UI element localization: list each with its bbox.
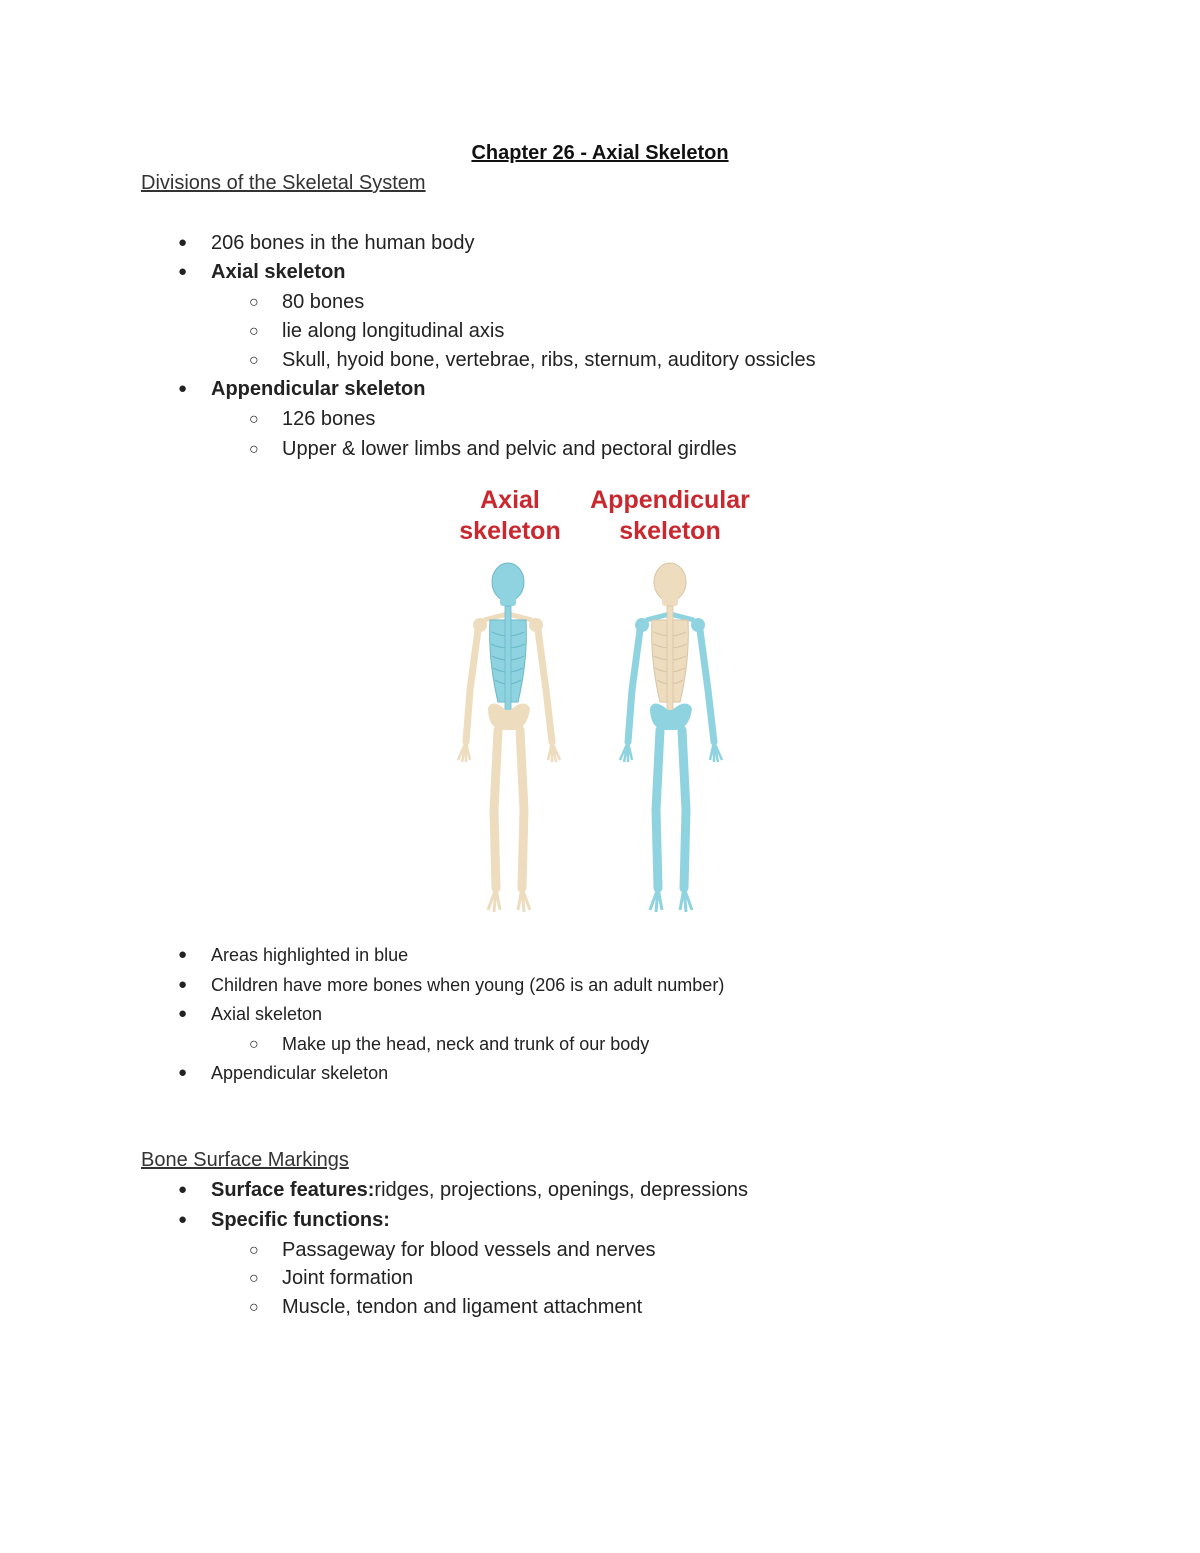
section-heading-bone-surface: Bone Surface Markings	[141, 1149, 349, 1171]
bullet-icon: ●	[178, 1064, 188, 1081]
list-item-text: Appendicular skeleton	[211, 1063, 389, 1083]
list-item	[178, 260, 346, 284]
page-title: Chapter 26 - Axial Skeleton	[471, 142, 729, 164]
list-item-text: Axial skeleton	[211, 261, 346, 283]
bullet-icon: ●	[178, 1005, 188, 1022]
list-item-text: lie along longitudinal axis	[282, 320, 505, 342]
sub-bullet-icon: ○	[249, 441, 259, 458]
axial-skeleton-drawing	[458, 563, 560, 912]
list-item	[178, 1061, 389, 1085]
bullet-icon: ●	[178, 976, 188, 993]
bullet-icon: ●	[178, 1181, 188, 1198]
sub-bullet-icon: ○	[249, 1270, 259, 1287]
sub-bullet-icon: ○	[249, 323, 259, 340]
list-item-text: Skull, hyoid bone, vertebrae, ribs, sternum, auditory ossicles	[282, 349, 816, 371]
list-item	[249, 437, 737, 461]
bullet-icon: ●	[178, 380, 188, 397]
list-item	[178, 1178, 748, 1202]
list-item-text: Areas highlighted in blue	[211, 945, 409, 965]
appendicular-skeleton-drawing	[620, 563, 722, 912]
sub-bullet-icon: ○	[249, 411, 259, 428]
list-item-text: Upper & lower limbs and pelvic and pectoral girdles	[282, 438, 737, 460]
list-item	[249, 1238, 656, 1262]
list-item	[249, 290, 365, 314]
section-heading-divisions: Divisions of the Skeletal System	[141, 172, 426, 194]
sub-bullet-icon: ○	[249, 1299, 259, 1316]
figure-label-appendicular-line2: skeleton	[619, 517, 721, 545]
bullet-icon: ●	[178, 263, 188, 280]
list-item	[178, 1208, 390, 1232]
list-item	[249, 1295, 643, 1319]
figure-label-axial-line2: skeleton	[459, 517, 561, 545]
figure-label-axial-line1: Axial	[480, 486, 540, 514]
list-item-text: Axial skeleton	[211, 1004, 323, 1024]
list-item	[178, 1002, 323, 1026]
list-item-text: Children have more bones when young (206 is an adult number)	[211, 975, 725, 995]
list-item	[178, 377, 426, 401]
list-item	[249, 348, 816, 372]
bullet-icon: ●	[178, 1211, 188, 1228]
list-item	[249, 407, 376, 431]
bullet-icon: ●	[178, 234, 188, 251]
surface-features-text: ridges, projections, openings, depressions	[374, 1179, 748, 1201]
list-item-text: Appendicular skeleton	[211, 378, 426, 400]
list-item	[249, 319, 505, 343]
list-item	[178, 231, 475, 255]
bullet-icon: ●	[178, 946, 188, 963]
list-item	[249, 1032, 650, 1056]
surface-features-label: Surface features:	[211, 1179, 375, 1201]
list-item	[178, 973, 725, 997]
list-item-text: Make up the head, neck and trunk of our body	[282, 1034, 650, 1054]
sub-bullet-icon: ○	[249, 294, 259, 311]
list-item-text: Joint formation	[282, 1267, 414, 1289]
list-item-text: 80 bones	[282, 291, 365, 313]
list-item-text: Muscle, tendon and ligament attachment	[282, 1296, 643, 1318]
figure-label-appendicular-line1: Appendicular	[590, 486, 750, 514]
list-item-text: Passageway for blood vessels and nerves	[282, 1239, 656, 1261]
sub-bullet-icon: ○	[249, 352, 259, 369]
sub-bullet-icon: ○	[249, 1036, 259, 1053]
skeleton-figure	[440, 480, 760, 925]
list-item-text: 126 bones	[282, 408, 376, 430]
list-item	[178, 943, 409, 967]
list-item-text: 206 bones in the human body	[211, 232, 475, 254]
sub-bullet-icon: ○	[249, 1242, 259, 1259]
specific-functions-label: Specific functions:	[211, 1209, 390, 1231]
list-item	[249, 1266, 414, 1290]
skeleton-illustration	[440, 480, 760, 925]
